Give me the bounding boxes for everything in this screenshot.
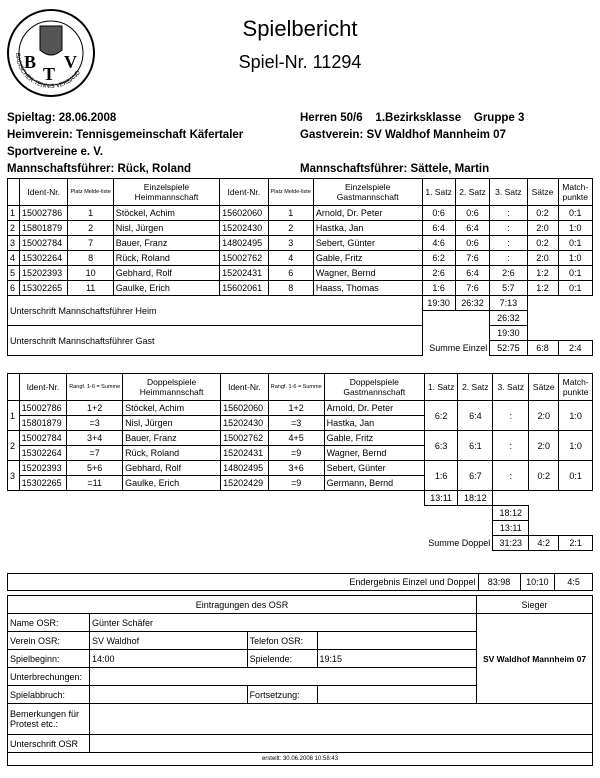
- gast-platz: 4: [268, 251, 313, 266]
- dsum-d: 13:11: [493, 521, 529, 536]
- sum-einzel-label: Summe Einzel: [429, 343, 488, 353]
- satz-2: 6:7: [458, 461, 493, 491]
- gast-platz: 6: [268, 266, 313, 281]
- sum-d: 26:32: [490, 311, 527, 326]
- sieger-value: SV Waldhof Mannheim 07: [477, 614, 593, 704]
- endergebnis-spiele: 83:98: [478, 574, 520, 591]
- singles-row: [8, 266, 593, 281]
- row-number: 5: [8, 266, 20, 281]
- gast-ident: 14802495: [221, 461, 269, 476]
- heim-player: Stöckel, Achim: [113, 206, 219, 221]
- satz-2: 6:4: [455, 221, 490, 236]
- spielbeginn-label: Spielbeginn:: [8, 650, 90, 668]
- heimverein-line2: Sportvereine e. V.: [7, 146, 104, 158]
- satz-1: 6:3: [424, 431, 457, 461]
- dcol-s1: 1. Satz: [424, 374, 457, 401]
- gast-player: Gable, Fritz: [324, 431, 424, 446]
- satz-3: :: [490, 251, 527, 266]
- gast-ident: 15002762: [220, 251, 268, 266]
- satz-3: :: [493, 461, 529, 491]
- osr-title: Eintragungen des OSR: [8, 596, 477, 614]
- heim-ident: 15002784: [19, 431, 67, 446]
- col-s1: 1. Satz: [422, 179, 455, 206]
- doubles-row: [8, 401, 593, 416]
- dcol-rang-gast: Rangf. 1-6 = Summe: [270, 384, 322, 390]
- osr-verein-label: Verein OSR:: [8, 632, 90, 650]
- satz-3: 5:7: [490, 281, 527, 296]
- heim-player: Gaulke, Erich: [113, 281, 219, 296]
- matchpunkte: 0:1: [558, 206, 592, 221]
- heim-platz: 10: [68, 266, 113, 281]
- satz-2: 7:6: [455, 251, 490, 266]
- gast-player: Sebert, Günter: [313, 236, 422, 251]
- gast-ident: 14802495: [220, 236, 268, 251]
- saetze: 2:0: [527, 251, 558, 266]
- singles-table: [7, 178, 593, 356]
- heim-ident: 15002784: [20, 236, 68, 251]
- heim-ident: 15002786: [20, 206, 68, 221]
- matchpunkte: 1:0: [559, 431, 593, 461]
- dcol-heim: Doppelspiele Heimmannschaft: [123, 374, 221, 401]
- heim-player: Gaulke, Erich: [123, 476, 221, 491]
- mf-heim: Mannschaftsführer: Rück, Roland: [7, 163, 192, 175]
- game-number: Spiel-Nr. 11294: [238, 52, 362, 72]
- logo-ring-text: BADISCHER TENNIS VERBAND: [13, 52, 82, 91]
- osr-name-label: Name OSR:: [8, 614, 90, 632]
- gast-player: Wagner, Bernd: [313, 266, 422, 281]
- spielende: 19:15: [317, 650, 476, 668]
- gast-ident: 15602061: [220, 281, 268, 296]
- gast-rang: =9: [268, 446, 324, 461]
- gast-platz: 3: [268, 236, 313, 251]
- satz-1: 2:6: [422, 266, 455, 281]
- dcol-mp: Match-punkte: [559, 374, 593, 401]
- satz-1: 0:6: [422, 206, 455, 221]
- gast-rang: 4+5: [268, 431, 324, 446]
- saetze: 0:2: [527, 236, 558, 251]
- satz-3: :: [493, 401, 529, 431]
- sig-heim: Unterschrift Mannschaftsführer Heim: [8, 296, 423, 326]
- col-mp: Match-punkte: [558, 179, 592, 206]
- sum-einzel-saetze: 6:8: [527, 341, 558, 356]
- row-number: 1: [8, 206, 20, 221]
- dsum-c: 18:12: [493, 506, 529, 521]
- unterschrift-osr-label: Unterschrift OSR: [8, 735, 90, 753]
- heim-rang: 1+2: [67, 401, 123, 416]
- unterbrechungen-label: Unterbrechungen:: [8, 668, 90, 686]
- dcol-rang: Rangf. 1-6 = Summe: [69, 384, 121, 390]
- singles-row: [8, 251, 593, 266]
- gast-player: Sebert, Günter: [324, 461, 424, 476]
- mf-gast: Mannschaftsführer: Sättele, Martin: [300, 163, 490, 175]
- saetze: 1:2: [527, 281, 558, 296]
- doubles-row: [8, 461, 593, 476]
- dcol-saetze: Sätze: [529, 374, 559, 401]
- saetze: 2:0: [529, 401, 559, 431]
- heim-platz: 1: [68, 206, 113, 221]
- gast-ident: 15202429: [221, 476, 269, 491]
- heim-player: Gebhard, Rolf: [123, 461, 221, 476]
- matchpunkte: 1:0: [558, 251, 592, 266]
- heimverein: Heimverein: Tennisgemeinschaft Käfertaler: [7, 129, 244, 141]
- col-ident: Ident-Nr.: [20, 179, 68, 206]
- fortsetzung-label: Fortsetzung:: [247, 686, 317, 704]
- matchpunkte: 1:0: [559, 401, 593, 431]
- satz-1: 4:6: [422, 236, 455, 251]
- satz-2: 0:6: [455, 206, 490, 221]
- gast-platz: 8: [268, 281, 313, 296]
- saetze: 0:2: [527, 206, 558, 221]
- saetze: 0:2: [529, 461, 559, 491]
- heim-ident: 15202393: [19, 461, 67, 476]
- sum-a: 19:30: [422, 296, 455, 311]
- heim-rang: 5+6: [67, 461, 123, 476]
- gast-ident: 15002762: [221, 431, 269, 446]
- sum-e: 19:30: [490, 326, 527, 341]
- dcol-ident: Ident-Nr.: [19, 374, 67, 401]
- row-number: 2: [8, 431, 20, 461]
- heim-platz: 7: [68, 236, 113, 251]
- satz-3: :: [490, 221, 527, 236]
- gast-ident: 15202430: [220, 221, 268, 236]
- heim-ident: 15302264: [19, 446, 67, 461]
- heim-platz: 2: [68, 221, 113, 236]
- dcol-gast: Doppelspiele Gastmannschaft: [324, 374, 424, 401]
- heim-ident: 15801879: [19, 416, 67, 431]
- endergebnis-table: [7, 573, 593, 591]
- satz-2: 6:4: [458, 401, 493, 431]
- row-number: 6: [8, 281, 20, 296]
- gast-ident: 15602060: [221, 401, 269, 416]
- heim-player: Rück, Roland: [123, 446, 221, 461]
- bemerkungen-label: Bemerkungen für Protest etc.:: [8, 704, 90, 735]
- doubles-table: [7, 373, 593, 551]
- logo-letter-b: B: [24, 52, 37, 72]
- heim-platz: 11: [68, 281, 113, 296]
- gast-ident: 15202431: [221, 446, 269, 461]
- spielende-label: Spielende:: [247, 650, 317, 668]
- endergebnis-saetze: 10:10: [520, 574, 555, 591]
- heim-ident: 15302265: [19, 476, 67, 491]
- gast-player: Hastka, Jan: [324, 416, 424, 431]
- endergebnis-mp: 4:5: [555, 574, 593, 591]
- singles-row: [8, 221, 593, 236]
- gast-player: Hastka, Jan: [313, 221, 422, 236]
- singles-row: [8, 281, 593, 296]
- heim-rang: =7: [67, 446, 123, 461]
- heim-player: Rück, Roland: [113, 251, 219, 266]
- matchpunkte: 0:1: [558, 236, 592, 251]
- heim-ident: 15302265: [20, 281, 68, 296]
- endergebnis-label: Endergebnis Einzel und Doppel: [8, 574, 479, 591]
- col-platz: Platz Melde-liste: [70, 189, 111, 195]
- dcol-s2: 2. Satz: [458, 374, 493, 401]
- saetze: 2:0: [529, 431, 559, 461]
- sieger-label: Sieger: [477, 596, 593, 614]
- matchpunkte: 1:0: [558, 221, 592, 236]
- spielabbruch-label: Spielabbruch:: [8, 686, 90, 704]
- satz-3: :: [490, 206, 527, 221]
- sum-doppel-label: Summe Doppel: [428, 538, 491, 548]
- spieltag: Spieltag: 28.06.2008: [7, 112, 117, 124]
- satz-2: 6:4: [455, 266, 490, 281]
- gast-rang: 1+2: [268, 401, 324, 416]
- satz-3: 2:6: [490, 266, 527, 281]
- gast-platz: 1: [268, 206, 313, 221]
- col-saetze: Sätze: [527, 179, 558, 206]
- col-s2: 2. Satz: [455, 179, 490, 206]
- gast-player: Haass, Thomas: [313, 281, 422, 296]
- satz-2: 0:6: [455, 236, 490, 251]
- satz-3: :: [490, 236, 527, 251]
- osr-name: Günter Schäfer: [89, 614, 476, 632]
- logo-letter-v: V: [64, 52, 77, 72]
- singles-sum-row-1: [8, 296, 593, 311]
- heim-player: Nisl, Jürgen: [123, 416, 221, 431]
- col-platz-gast: Platz Melde-liste: [270, 189, 311, 195]
- gastverein: Gastverein: SV Waldhof Mannheim 07: [300, 129, 506, 141]
- satz-3: :: [493, 431, 529, 461]
- satz-2: 6:1: [458, 431, 493, 461]
- row-number: 2: [8, 221, 20, 236]
- satz-1: 6:2: [424, 401, 457, 431]
- saetze: 1:2: [527, 266, 558, 281]
- row-number: 3: [8, 236, 20, 251]
- heim-rang: 3+4: [67, 431, 123, 446]
- col-ident-gast: Ident-Nr.: [220, 179, 268, 206]
- sum-doppel-total: 31:23: [493, 536, 529, 551]
- satz-2: 7:6: [455, 281, 490, 296]
- dsum-b: 18:12: [458, 491, 493, 506]
- row-number: 3: [8, 461, 20, 491]
- matchpunkte: 0:1: [558, 281, 592, 296]
- logo-letter-t: T: [43, 64, 56, 84]
- sum-c: 7:13: [490, 296, 527, 311]
- gast-ident: 15202430: [221, 416, 269, 431]
- heim-ident: 15002786: [19, 401, 67, 416]
- gast-player: Arnold, Dr. Peter: [324, 401, 424, 416]
- heim-ident: 15302264: [20, 251, 68, 266]
- singles-header: [8, 179, 593, 206]
- matchpunkte: 0:1: [559, 461, 593, 491]
- row-number: 4: [8, 251, 20, 266]
- sum-einzel-total: 52:75: [490, 341, 527, 356]
- osr-table: [7, 595, 593, 766]
- sum-doppel-saetze: 4:2: [529, 536, 559, 551]
- dcol-s3: 3. Satz: [493, 374, 529, 401]
- col-gast: Einzelspiele Gastmannschaft: [313, 179, 422, 206]
- gast-rang: =9: [268, 476, 324, 491]
- heim-rang: =3: [67, 416, 123, 431]
- singles-row: [8, 236, 593, 251]
- gast-player: Germann, Bernd: [324, 476, 424, 491]
- gast-player: Arnold, Dr. Peter: [313, 206, 422, 221]
- saetze: 2:0: [527, 221, 558, 236]
- page-title: Spielbericht: [242, 16, 358, 41]
- satz-1: 6:4: [422, 221, 455, 236]
- heim-player: Bauer, Franz: [123, 431, 221, 446]
- satz-1: 1:6: [424, 461, 457, 491]
- gast-platz: 2: [268, 221, 313, 236]
- heim-player: Bauer, Franz: [113, 236, 219, 251]
- osr-verein: SV Waldhof: [89, 632, 247, 650]
- spielbeginn: 14:00: [89, 650, 247, 668]
- gast-player: Gable, Fritz: [313, 251, 422, 266]
- doubles-row: [8, 431, 593, 446]
- gast-rang: =3: [268, 416, 324, 431]
- satz-1: 1:6: [422, 281, 455, 296]
- footer-created: erstellt: 30.06.2008 10:58:43: [8, 753, 593, 766]
- sig-gast: Unterschrift Mannschaftsführer Gast: [8, 326, 423, 356]
- heim-player: Nisl, Jürgen: [113, 221, 219, 236]
- gast-player: Wagner, Bernd: [324, 446, 424, 461]
- matchpunkte: 0:1: [558, 266, 592, 281]
- sum-einzel-mp: 2:4: [558, 341, 592, 356]
- heim-ident: 15202393: [20, 266, 68, 281]
- singles-row: [8, 206, 593, 221]
- heim-rang: =11: [67, 476, 123, 491]
- heim-player: Gebhard, Rolf: [113, 266, 219, 281]
- sum-b: 26:32: [455, 296, 490, 311]
- row-number: 1: [8, 401, 20, 431]
- sum-doppel-mp: 2:1: [559, 536, 593, 551]
- liga: Herren 50/6 1.Bezirksklasse Gruppe 3: [300, 112, 525, 124]
- heim-ident: 15801879: [20, 221, 68, 236]
- dcol-ident-gast: Ident-Nr.: [221, 374, 269, 401]
- doubles-header: [8, 374, 593, 401]
- gast-ident: 15202431: [220, 266, 268, 281]
- heim-platz: 8: [68, 251, 113, 266]
- osr-telefon: [317, 632, 476, 650]
- osr-telefon-label: Telefon OSR:: [247, 632, 317, 650]
- col-heim: Einzelspiele Heimmannschaft: [113, 179, 219, 206]
- gast-ident: 15602060: [220, 206, 268, 221]
- dsum-a: 13:11: [424, 491, 457, 506]
- gast-rang: 3+6: [268, 461, 324, 476]
- satz-1: 6:2: [422, 251, 455, 266]
- heim-player: Stöckel, Achim: [123, 401, 221, 416]
- col-s3: 3. Satz: [490, 179, 527, 206]
